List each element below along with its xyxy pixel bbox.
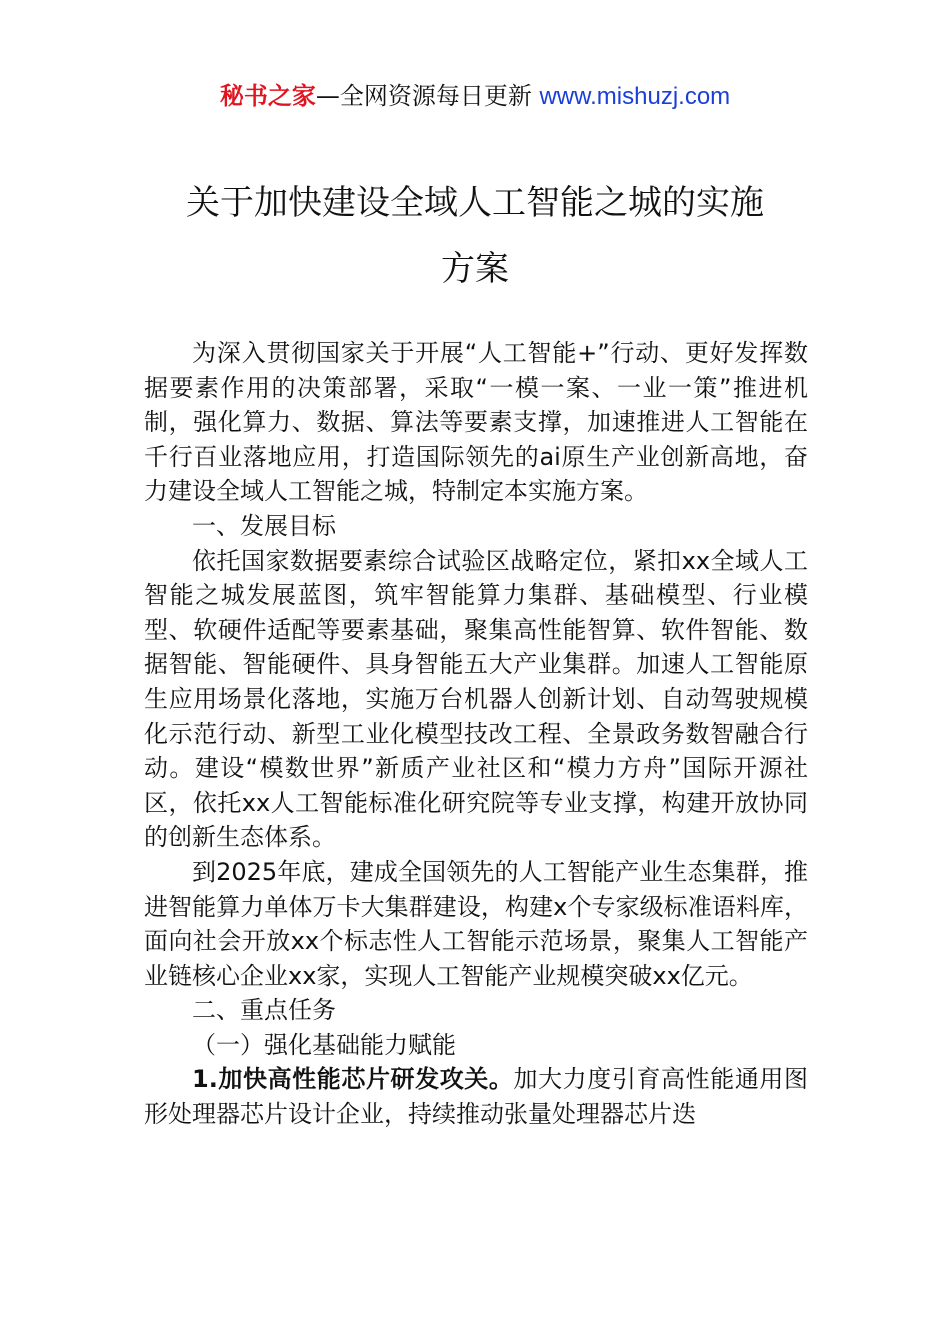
subsection-heading-foundation: （一）强化基础能力赋能 (192, 1030, 456, 1059)
goals-paragraph: 依托国家数据要素综合试验区战略定位，紧扣xx全域人工智能之城发展蓝图，筑牢智能算力集群、基础模型、行业模型、软硬件适配等要素基础，聚集高性能智算、软件智能、数据智能、智能硬件、具身智能五大产业集群。加速人工智能原生应用场景化落地，实施万台机器人创新计划、自动驾驶规模化示范行动、新型工业化模型技改工程、全景政务数智融合行动。建设“模数世界”新质产业社区和“模力方舟”国际开源社区，依托xx人工智能标准化研究院等专业支撑，构建开放协同的创新生态体系。 (144, 546, 808, 852)
document-body (144, 336, 808, 1132)
site-url-link[interactable]: www.mishuzj.com (539, 83, 731, 110)
section-heading-tasks: 二、重点任务 (192, 996, 336, 1025)
site-tagline: —全网资源每日更新 (315, 82, 532, 110)
document-title-line-2: 方案 (441, 249, 509, 289)
intro-paragraph: 为深入贯彻国家关于开展“人工智能+”行动、更好发挥数据要素作用的决策部署，采取“一模一案、一业一策”推进机制，强化算力、数据、算法等要素支撑，加速推进人工智能在千行百业落地应用，打造国际领先的ai原生产业创新高地，奋力建设全域人工智能之城，特制定本实施方案。 (144, 339, 808, 506)
task-1-paragraph (144, 1062, 808, 1131)
task-1-text: 加大力度引育高性能通用图形处理器芯片设计企业，持续推动张量处理器芯片迭 (144, 1065, 808, 1129)
targets-paragraph: 到2025年底，建成全国领先的人工智能产业生态集群，推进智能算力单体万卡大集群建设，构建x个专家级标准语料库，面向社会开放xx个标志性人工智能示范场景，聚集人工智能产业链核心企业xx家，实现人工智能产业规模突破xx亿元。 (144, 857, 808, 990)
site-header (0, 78, 950, 115)
document-title-line-1: 关于加快建设全域人工智能之城的实施 (186, 183, 764, 223)
document-title (120, 170, 830, 302)
section-heading-goals: 一、发展目标 (192, 511, 336, 540)
task-1-lead: 1.加快高性能芯片研发攻关。 (192, 1065, 514, 1094)
site-brand: 秘书之家 (219, 82, 316, 110)
